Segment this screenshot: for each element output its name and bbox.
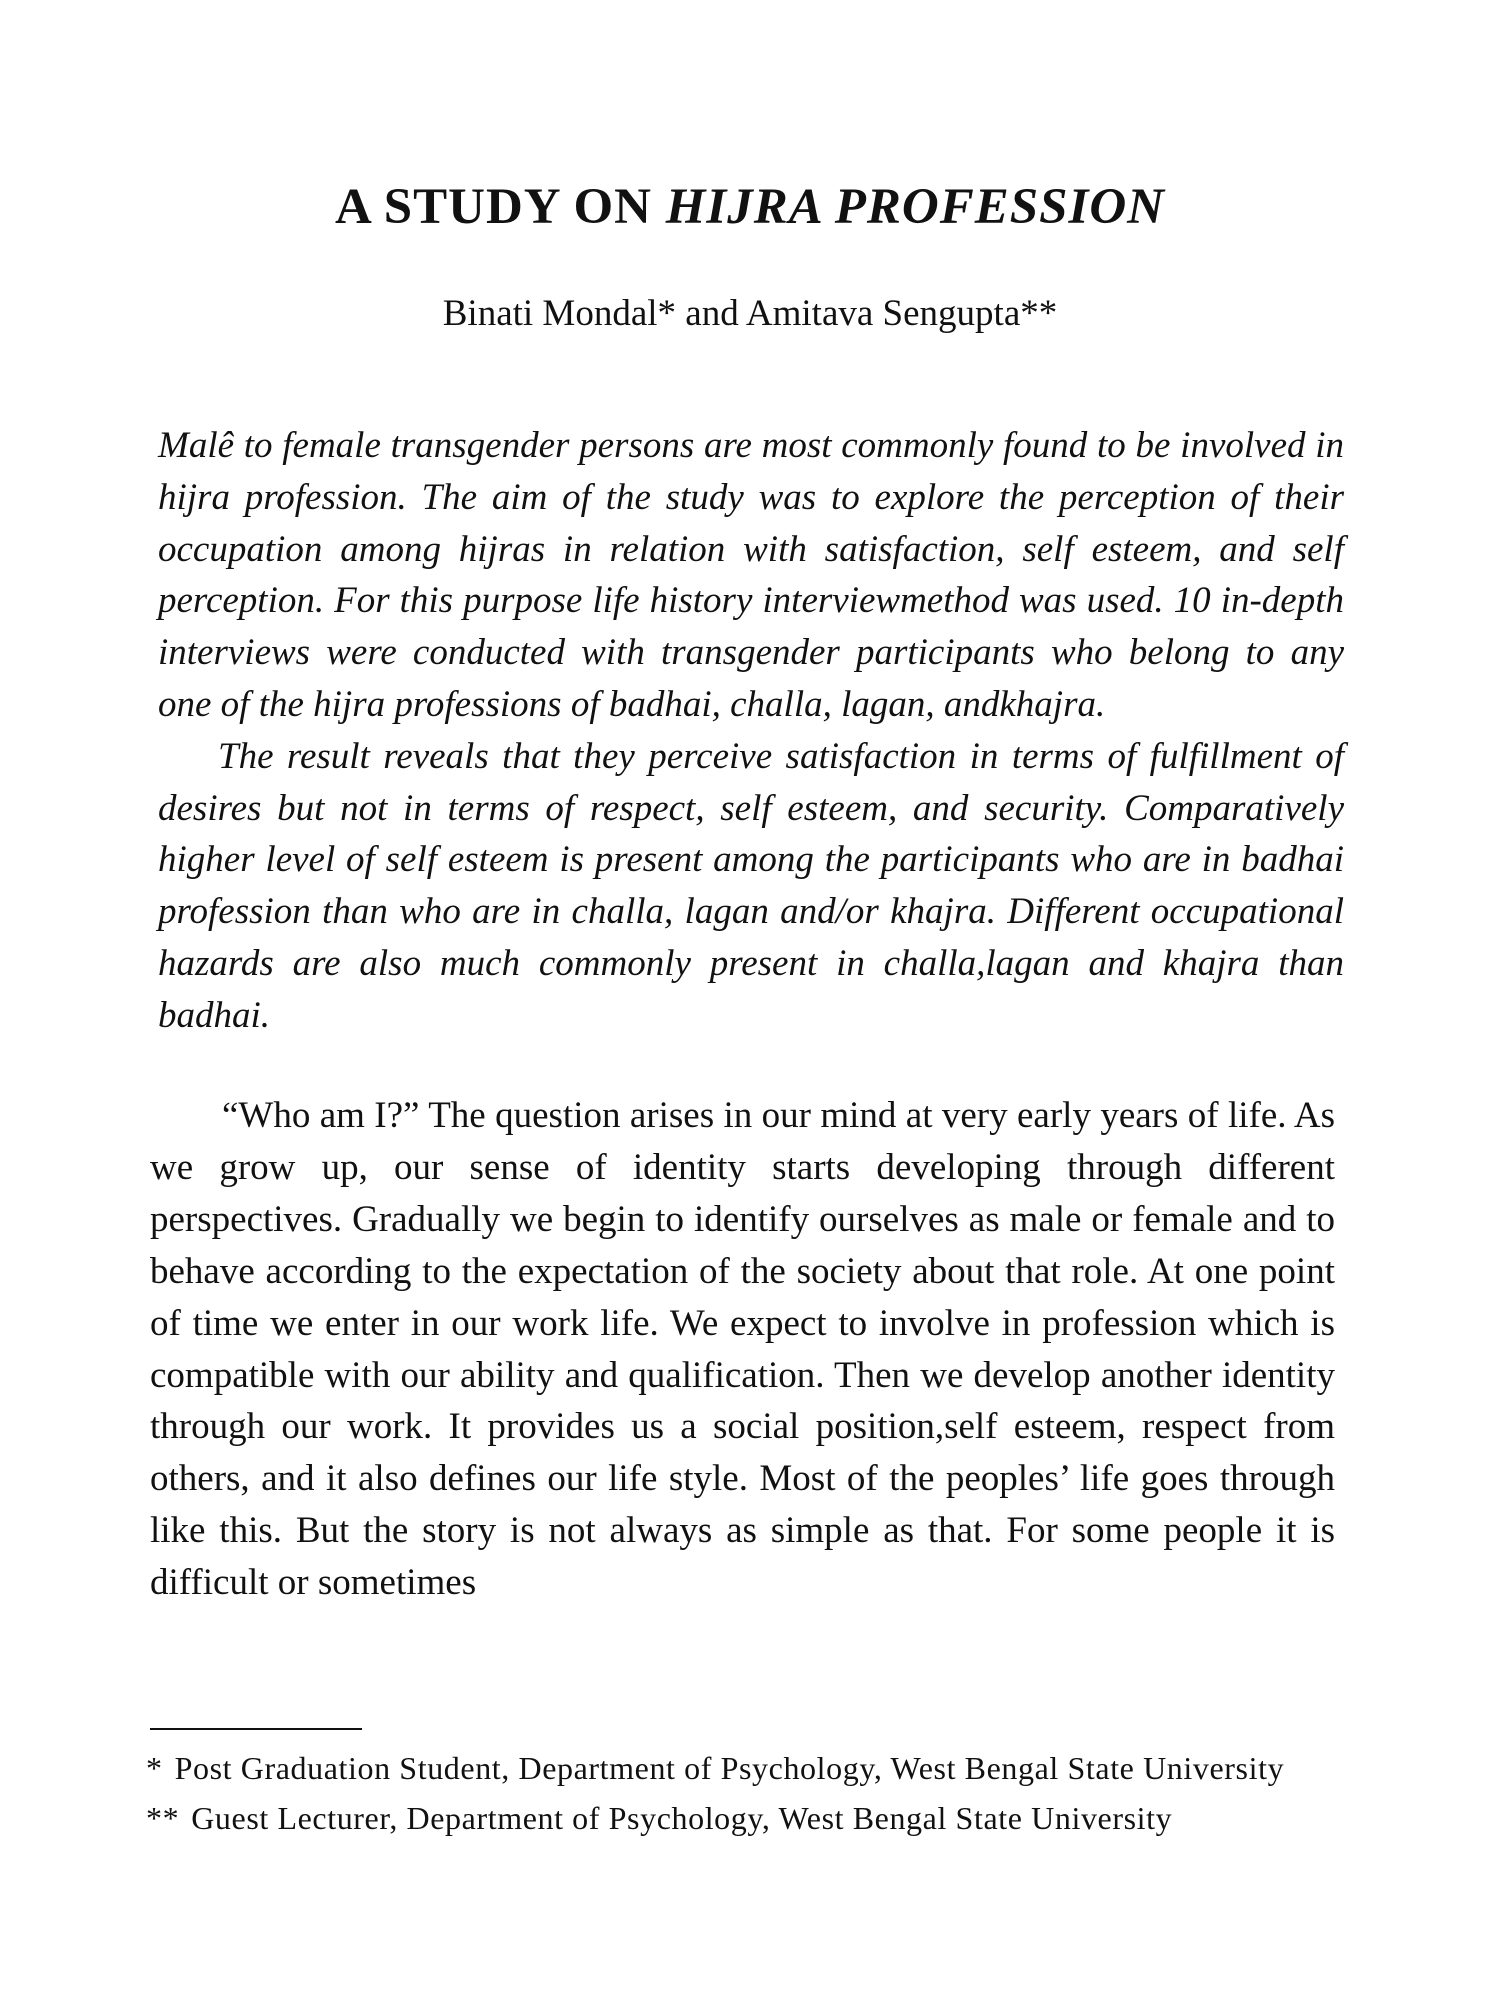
author-line: Binati Mondal* and Amitava Sengupta** <box>442 293 1058 334</box>
footnote-2-text: Guest Lecturer, Department of Psychology, West Bengal State University <box>191 1800 1173 1836</box>
footnote-2 <box>146 1795 1334 1841</box>
body-paragraph-1: “Who am I?” The question arises in our mind at very early years of life. As we grow up, our sense of identity starts developing through different perspectives. Gradually we begin to identify ourselves as male or female and to behave according to the expectation of the society about that role. At one point of time we enter in our work life. We expect to involve in profession which is compatible with our ability and qualification. Then we develop another identity through our work. It provides us a social position,self esteem, respect from others, and it also defines our life style. Most of the peoples’ life goes through like this. But the story is not always as simple as that. For some people it is difficult or sometimes <box>150 1095 1335 1604</box>
paper-title-prefix: A STUDY ON <box>334 179 666 235</box>
abstract <box>158 420 1344 1042</box>
abstract-paragraph-2: The result reveals that they perceive satisfaction in terms of fulfillment of desires but not in terms of respect, self esteem, and security. Comparatively higher level of self esteem is present among the participants who are in badhai profession than who are in challa, lagan and/or khajra. Different occupational hazards are also much commonly present in challa,lagan and khajra than badhai. <box>158 735 1344 1036</box>
footnote-divider <box>150 1728 362 1730</box>
footnote-2-mark: ** <box>146 1800 180 1836</box>
footnotes <box>146 1745 1334 1845</box>
footnote-1-mark: * <box>146 1750 163 1786</box>
footnote-1 <box>146 1745 1334 1791</box>
footnote-1-text: Post Graduation Student, Department of Psychology, West Bengal State University <box>174 1750 1285 1786</box>
paper-title <box>0 178 1500 236</box>
paper-title-emphasis: HIJRA PROFESSION <box>665 179 1165 235</box>
abstract-paragraph-1: Malê to female transgender persons are most commonly found to be involved in hijra profession. The aim of the study was to explore the perception of their occupation among hijras in relation with satisfaction, self esteem, and self perception. For this purpose life history interviewmethod was used. 10 in-depth interviews were conducted with transgender participants who belong to any one of the hijra professions of badhai, challa, lagan, andkhajra. <box>158 425 1344 725</box>
